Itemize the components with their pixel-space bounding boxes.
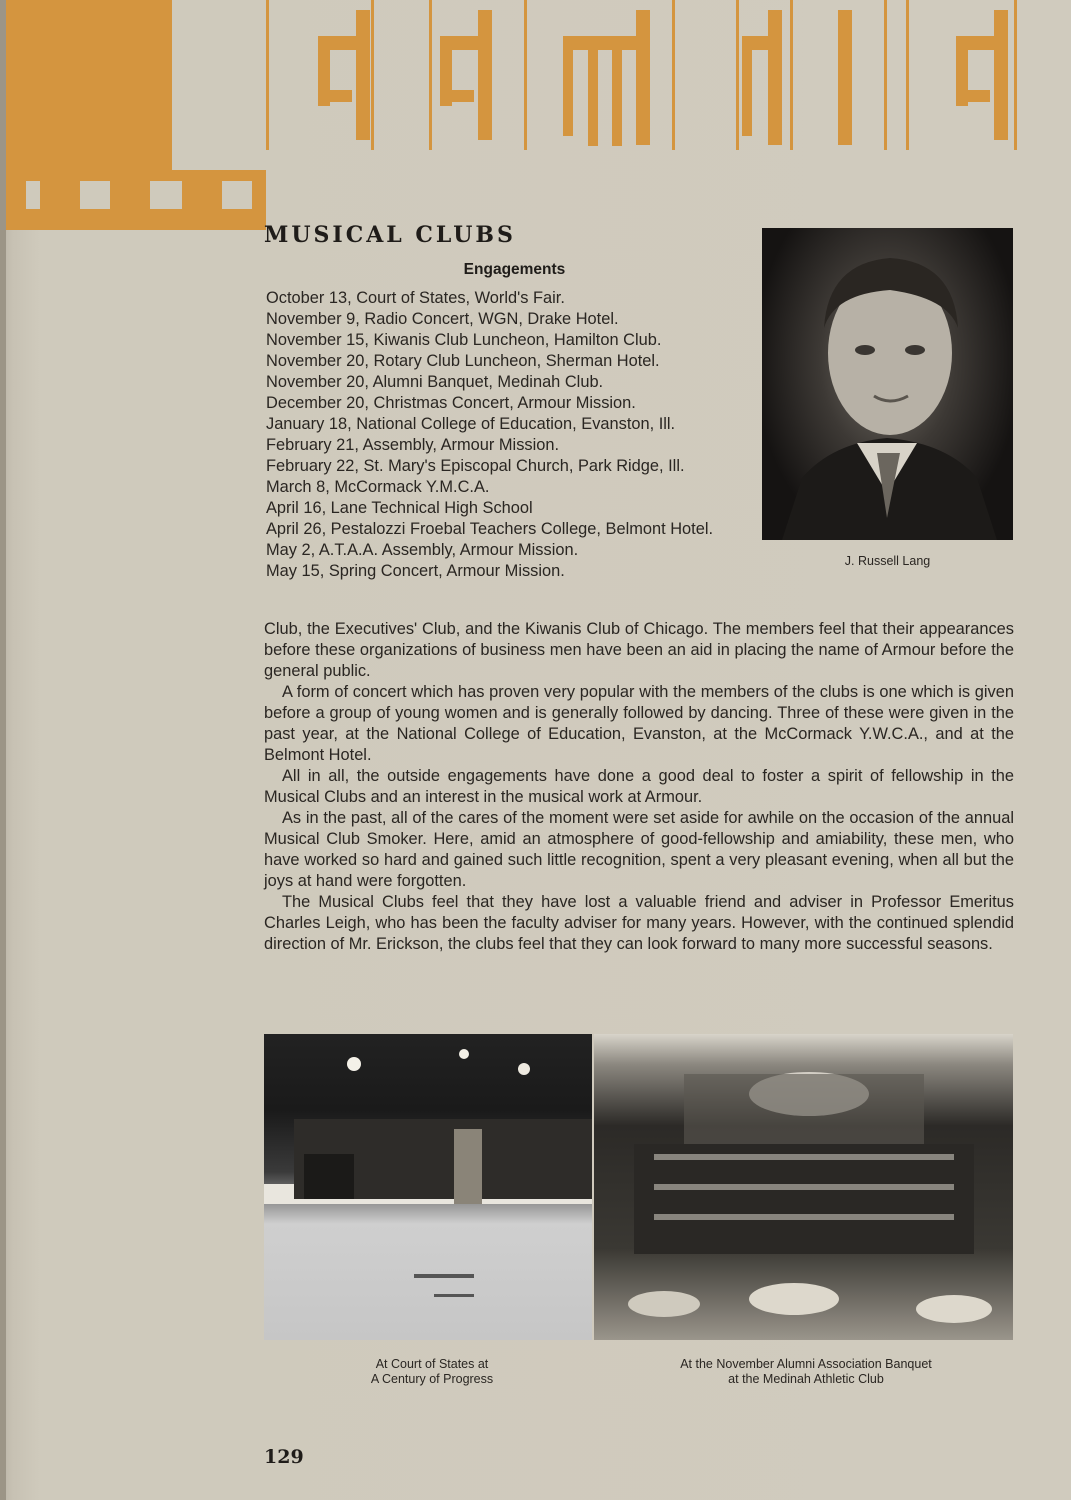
engagement-item: November 20, Alumni Banquet, Medinah Club. (266, 373, 604, 391)
page-number: 129 (264, 1446, 304, 1468)
engagement-item: November 15, Kiwanis Club Luncheon, Hamilton Club. (266, 331, 662, 349)
banquet-photo (594, 1034, 1013, 1340)
portrait-silhouette (762, 228, 1013, 540)
body-paragraph: The Musical Clubs feel that they have lost a valuable friend and adviser in Professor Emeritus Charles Leigh, who has been the faculty adviser for many years. However, with the continued splendid direction of Mr. Erickson, the clubs feel that they can look forward to many more successful seasons. (264, 893, 1014, 953)
engagement-item: February 22, St. Mary's Episcopal Church, Park Ridge, Ill. (266, 457, 685, 475)
photo-caption-left: At Court of States at A Century of Progress (370, 1357, 494, 1386)
portrait-caption: J. Russell Lang (844, 554, 931, 568)
engagement-item: May 2, A.T.A.A. Assembly, Armour Mission. (266, 541, 579, 559)
engagements-heading: Engagements (463, 261, 566, 278)
engagement-item: January 18, National College of Education, Evanston, Ill. (266, 415, 676, 433)
body-paragraph: As in the past, all of the cares of the moment were set aside for awhile on the occasion of the annual Musical Club Smoker. Here, amid an atmosphere of good-fellowship and amiability, these men, who have worked so hard and gained such little recognition, spent a very pleasant evening, when all but the joys at hand were forgotten. (264, 809, 1014, 890)
section-title: MUSICAL CLUBS (264, 222, 516, 248)
engagement-item: April 16, Lane Technical High School (266, 499, 533, 517)
portrait-photo (762, 228, 1013, 540)
header-block (6, 0, 172, 170)
engagement-item: November 9, Radio Concert, WGN, Drake Hotel. (266, 310, 619, 328)
engagement-item: October 13, Court of States, World's Fair. (266, 289, 565, 307)
engagement-item: March 8, McCormack Y.M.C.A. (266, 478, 490, 496)
engagement-item: November 20, Rotary Club Luncheon, Sherman Hotel. (266, 352, 660, 370)
engagement-item: May 15, Spring Concert, Armour Mission. (266, 562, 565, 580)
body-paragraph: Club, the Executives' Club, and the Kiwanis Club of Chicago. The members feel that their appearances before these organizations of business men have been an aid in placing the name of Armour before the general public. (264, 620, 1014, 680)
engagements-list (266, 288, 766, 582)
body-paragraph: All in all, the outside engagements have done a good deal to foster a spirit of fellowship in the Musical Clubs and an interest in the musical work at Armour. (264, 767, 1014, 806)
body-paragraph: A form of concert which has proven very popular with the members of the clubs is one which is given before a group of young women and is generally followed by dancing. Three of these were given in the past year, at the National College of Education, Evanston, at the McCormack Y.W.C.A., and at the Belmont Hotel. (264, 683, 1014, 764)
photo-caption-right: At the November Alumni Association Banquet at the Medinah Athletic Club (680, 1357, 932, 1386)
choir-on-stage (264, 1034, 592, 1340)
engagement-item: April 26, Pestalozzi Froebal Teachers College, Belmont Hotel. (266, 520, 714, 538)
engagement-item: February 21, Assembly, Armour Mission. (266, 436, 560, 454)
article-body (264, 619, 1014, 955)
court-of-states-photo (264, 1034, 592, 1340)
engagement-item: December 20, Christmas Concert, Armour Mission. (266, 394, 636, 412)
banquet-hall-scene (594, 1034, 1013, 1340)
